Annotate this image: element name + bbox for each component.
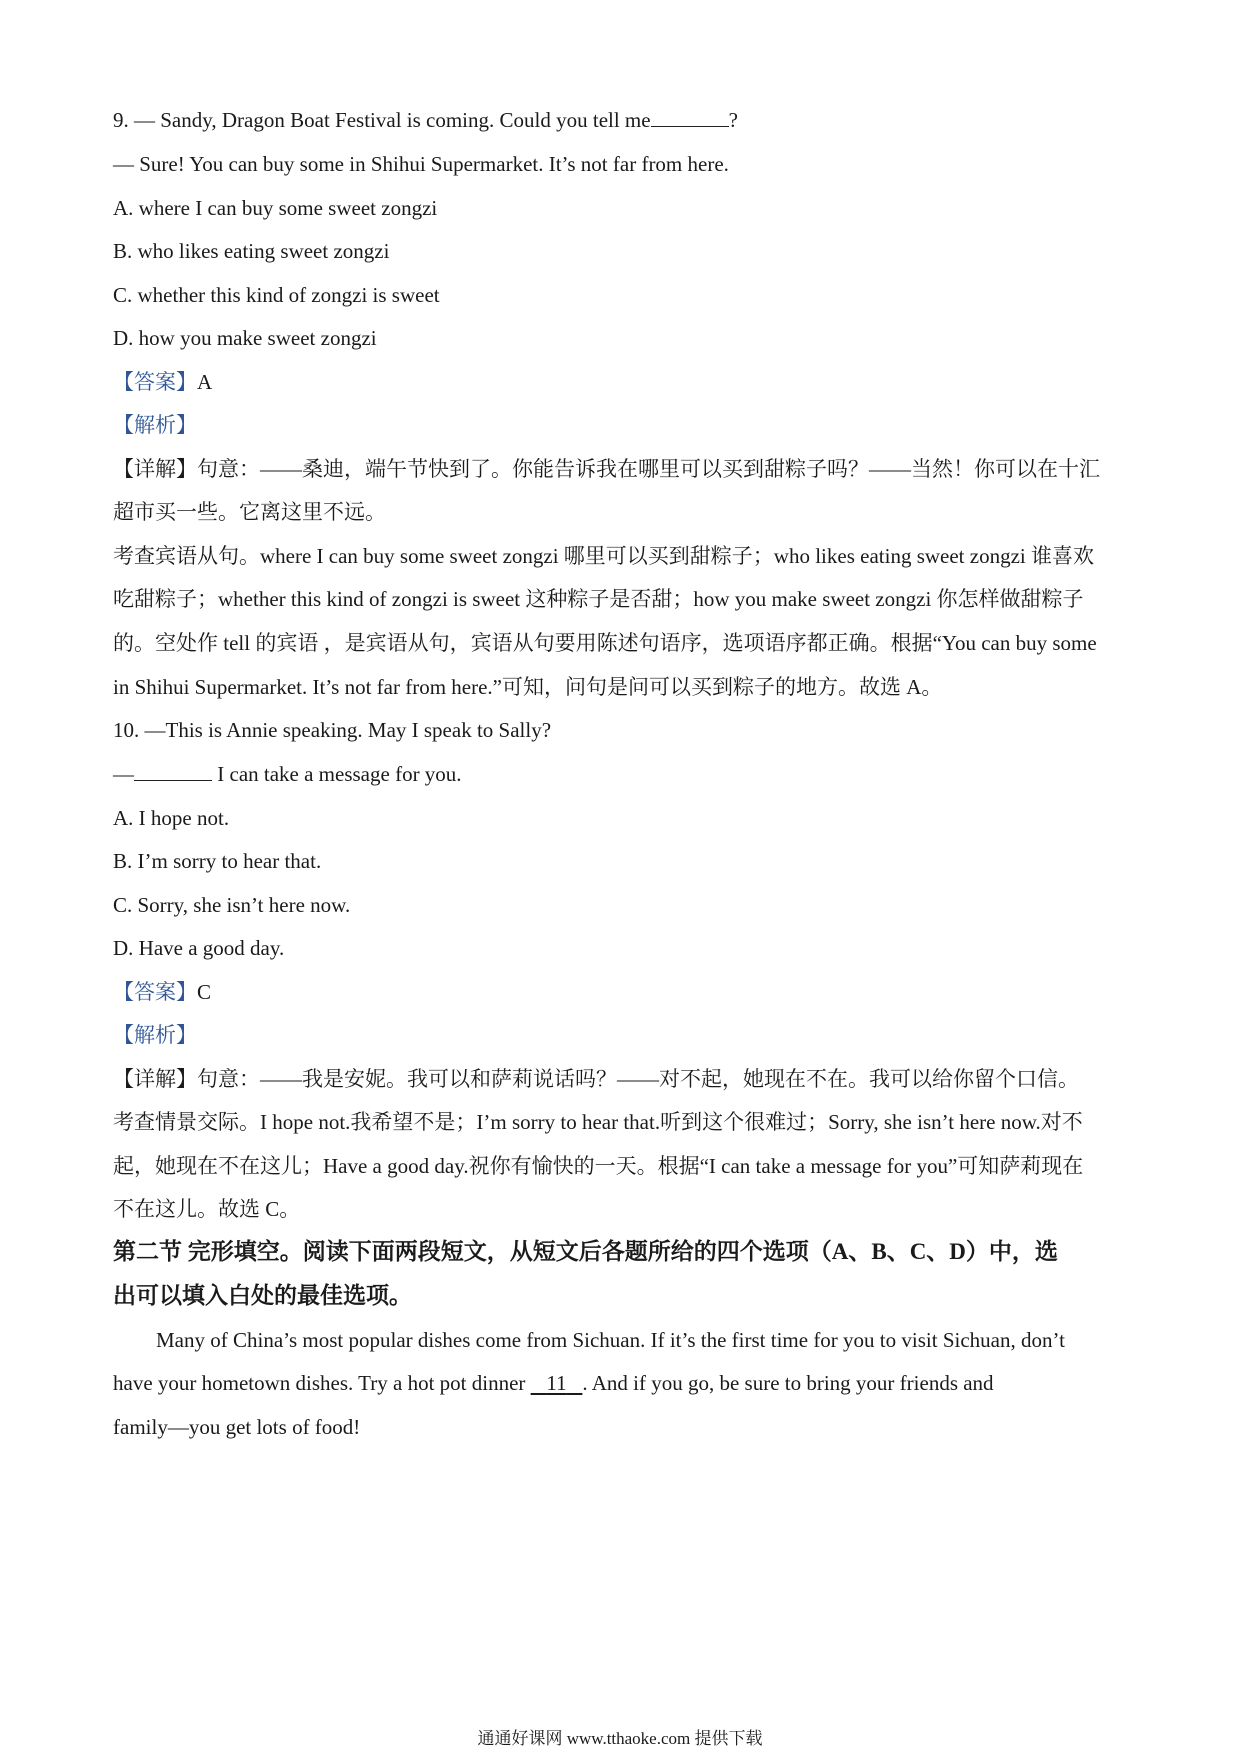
q9-detail-line-2: 超市买一些。它离这里不远。 [113,500,386,524]
q9-stem-line [113,106,1133,134]
q10-detail-line-1 [113,1065,1133,1093]
q10-answer-value: C [197,980,212,1004]
page-footer: 通通好课网 www.tthaoke.com 提供下载 [477,1729,763,1748]
q9-analysis-tag [113,411,1133,439]
analysis-tag: 【解析】 [113,1023,197,1047]
q9-option-c: C. whether this kind of zongzi is sweet [113,283,440,307]
detail-tag: 【详解】 [113,457,197,481]
passage-line-2-end: . And if you go, be sure to bring your friends and [582,1371,994,1395]
q10-answer [113,978,1133,1006]
q9-detail-text-1: 句意：——桑迪，端午节快到了。你能告诉我在哪里可以买到甜粽子吗？——当然！你可以在十汇 [197,457,1100,481]
q9-stem-text: 9. — Sandy, Dragon Boat Festival is coming. Could you tell me [113,108,651,132]
q10-detail-line-4: 不在这儿。故选 C。 [113,1197,301,1221]
passage-line-3: family—you get lots of food! [113,1415,361,1439]
q9-option-d: D. how you make sweet zongzi [113,326,377,350]
q10-stem: 10. —This is Annie speaking. May I speak to Sally? [113,718,552,742]
q9-detail-line-1 [113,455,1133,483]
q9-stem-end: ? [728,108,738,132]
q9-answer [113,368,1133,396]
passage-blank-11 [531,1371,583,1395]
passage-blank-number: 11 [546,1371,567,1395]
answer-tag: 【答案】 [113,980,197,1004]
passage-line-2-text: have your hometown dishes. Try a hot pot dinner [113,1371,531,1395]
q10-detail-line-3: 起，她现在不在这儿；Have a good day.祝你有愉快的一天。根据“I can take a message for you”可知萨莉现在 [113,1154,1084,1178]
q9-option-a: A. where I can buy some sweet zongzi [113,196,438,220]
detail-tag: 【详解】 [113,1067,197,1091]
passage-line-1: Many of China’s most popular dishes come from Sichuan. If it’s the first time for you to visit Sichuan, don’t [156,1328,1065,1352]
q9-option-b: B. who likes eating sweet zongzi [113,239,390,263]
analysis-tag: 【解析】 [113,413,197,437]
q10-option-d: D. Have a good day. [113,936,285,960]
section2-title-line-1: 第二节 完形填空。阅读下面两段短文，从短文后各题所给的四个选项（A、B、C、D）中，选 [113,1239,1058,1264]
q9-detail-line-5: 的。空处作 tell 的宾语 ，是宾语从句，宾语从句要用陈述句语序，选项语序都正确。根据“You can buy some [113,631,1097,655]
section2-title-line-2: 出可以填入白处的最佳选项。 [113,1283,412,1308]
q9-answer-value: A [197,370,213,394]
q10-option-b: B. I’m sorry to hear that. [113,849,322,873]
q10-detail-line-2: 考查情景交际。I hope not.我希望不是；I’m sorry to hear that.听到这个很难过；Sorry, she isn’t here now.对不 [113,1110,1083,1134]
q9-detail-line-4: 吃甜粽子；whether this kind of zongzi is sweet 这种粽子是否甜；how you make sweet zongzi 你怎样做甜粽子 [113,587,1084,611]
q9-reply: — Sure! You can buy some in Shihui Supermarket. It’s not far from here. [113,152,729,176]
q9-detail-line-3: 考查宾语从句。where I can buy some sweet zongzi 哪里可以买到甜粽子；who likes eating sweet zongzi 谁喜欢 [113,544,1094,568]
q10-analysis-tag [113,1021,1133,1049]
q10-reply-line [113,760,1133,788]
q9-detail-line-6: in Shihui Supermarket. It’s not far from here.”可知，问句是问可以买到粽子的地方。故选 A。 [113,675,943,699]
q10-option-a: A. I hope not. [113,806,230,830]
q9-blank [651,106,729,127]
q10-blank [134,760,212,781]
passage-line-2 [113,1369,1133,1397]
q10-option-c: C. Sorry, she isn’t here now. [113,893,351,917]
answer-tag: 【答案】 [113,370,197,394]
q10-dash: — [113,762,134,786]
q10-reply-text: I can take a message for you. [212,762,462,786]
q10-detail-text-1: 句意：——我是安妮。我可以和萨莉说话吗？——对不起，她现在不在。我可以给你留个口信。 [197,1067,1079,1091]
